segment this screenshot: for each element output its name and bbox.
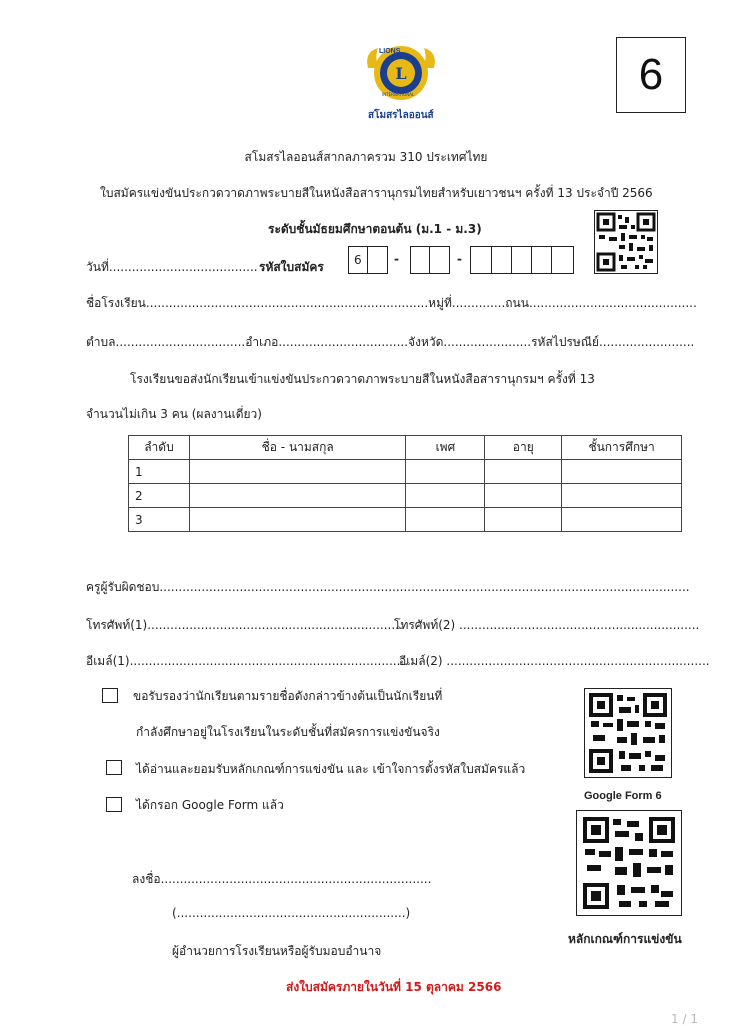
form-number-box: 6 bbox=[616, 37, 686, 113]
code-box-3[interactable] bbox=[470, 246, 574, 274]
code-dash-2: - bbox=[457, 252, 462, 266]
signature-field[interactable]: ลงชื่อ....................................................................... bbox=[132, 872, 432, 886]
certify-text-1: ขอรับรองว่านักเรียนตามรายชื่อดังกล่าวข้างต้นเป็นนักเรียนที่ bbox=[133, 689, 443, 703]
signature-title: ผู้อำนวยการโรงเรียนหรือผู้รับมอบอำนาจ bbox=[172, 944, 382, 958]
qr-code-top bbox=[594, 210, 658, 274]
age-cell[interactable] bbox=[485, 508, 562, 532]
code-box-2[interactable] bbox=[410, 246, 450, 274]
signature-name-field[interactable]: (............................................................) bbox=[172, 906, 411, 920]
lions-logo bbox=[362, 38, 440, 128]
row-number: 3 bbox=[129, 508, 190, 532]
email1-field[interactable]: อีเมล์(1)......................................................................... bbox=[86, 654, 409, 668]
date-field[interactable]: วันที่....................................... bbox=[86, 260, 258, 274]
rules-text: ได้อ่านและยอมรับหลักเกณฑ์การแข่งขัน และ เข้าใจการตั้งรหัสใบสมัครแล้ว bbox=[136, 762, 526, 776]
certify-text-2: กำลังศึกษาอยู่ในโรงเรียนในระดับชั้นที่สมัครการแข่งขันจริง bbox=[136, 725, 440, 739]
qr-code-icon bbox=[585, 689, 671, 777]
rules-checkbox[interactable] bbox=[106, 760, 122, 775]
header-name: ชื่อ - นามสกุล bbox=[189, 436, 406, 460]
logo-ring-text: INTERNATIONAL bbox=[382, 92, 415, 97]
name-cell[interactable] bbox=[189, 460, 406, 484]
code-label: รหัสใบสมัคร bbox=[259, 260, 324, 274]
google-form-text: ได้กรอก Google Form แล้ว bbox=[136, 798, 284, 812]
teacher-field[interactable]: ครูผู้รับผิดชอบ........................................................................................................................................... bbox=[86, 580, 690, 594]
code-dash-1: - bbox=[394, 252, 399, 266]
table-row bbox=[129, 484, 682, 508]
school-field[interactable]: ชื่อโรงเรียน..........................................................................หมู่ที่..............ถนน............................................ bbox=[86, 296, 697, 310]
contest-title: ใบสมัครแข่งขันประกวดวาดภาพระบายสีในหนังสือสารานุกรมไทยสำหรับเยาวชนฯ ครั้งที่ 13 ประจำปี 2566 bbox=[100, 186, 653, 200]
header-age: อายุ bbox=[485, 436, 562, 460]
table-row bbox=[129, 508, 682, 532]
header-order: ลำดับ bbox=[129, 436, 190, 460]
header-grade: ชั้นการศึกษา bbox=[562, 436, 682, 460]
grade-cell[interactable] bbox=[562, 484, 682, 508]
header-gender: เพศ bbox=[406, 436, 485, 460]
gender-cell[interactable] bbox=[406, 508, 485, 532]
logo-caption: สโมสรไลออนส์ bbox=[368, 110, 434, 121]
gender-cell[interactable] bbox=[406, 460, 485, 484]
google-form-checkbox[interactable] bbox=[106, 797, 122, 812]
grade-cell[interactable] bbox=[562, 460, 682, 484]
row-number: 1 bbox=[129, 460, 190, 484]
qr-google-form bbox=[584, 688, 672, 778]
age-cell[interactable] bbox=[485, 460, 562, 484]
grade-cell[interactable] bbox=[562, 508, 682, 532]
students-table bbox=[128, 435, 682, 532]
page-indicator: 1 / 1 bbox=[671, 1012, 698, 1026]
level-title: ระดับชั้นมัธยมศึกษาตอนต้น (ม.1 - ม.3) bbox=[268, 222, 482, 236]
table-row bbox=[129, 460, 682, 484]
phone1-field[interactable]: โทรศัพท์(1)................................................................... bbox=[86, 618, 403, 632]
intro-limit: จำนวนไม่เกิน 3 คน (ผลงานเดี่ยว) bbox=[86, 407, 262, 421]
row-number: 2 bbox=[129, 484, 190, 508]
qr-rules bbox=[576, 810, 682, 916]
age-cell[interactable] bbox=[485, 484, 562, 508]
code-first-digit: 6 bbox=[354, 253, 362, 267]
email2-field[interactable]: อีเมล์(2) ..................................................................... bbox=[399, 654, 710, 668]
name-cell[interactable] bbox=[189, 484, 406, 508]
intro-text: โรงเรียนขอส่งนักเรียนเข้าแข่งขันประกวดวาดภาพระบายสีในหนังสือสารานุกรมฯ ครั้งที่ 13 bbox=[130, 372, 595, 386]
svg-text:L: L bbox=[395, 64, 407, 83]
name-cell[interactable] bbox=[189, 508, 406, 532]
gender-cell[interactable] bbox=[406, 484, 485, 508]
code-box-1[interactable] bbox=[348, 246, 388, 274]
organization-title: สโมสรไลออนส์สากลภาครวม 310 ประเทศไทย bbox=[244, 150, 488, 164]
deadline-text: ส่งใบสมัครภายในวันที่ 15 ตุลาคม 2566 bbox=[286, 980, 502, 994]
qr-code-icon bbox=[577, 811, 681, 915]
phone2-field[interactable]: โทรศัพท์(2) ............................................................... bbox=[394, 618, 700, 632]
certify-checkbox[interactable] bbox=[102, 688, 118, 703]
rules-caption: หลักเกณฑ์การแข่งขัน bbox=[568, 932, 682, 946]
google-form-caption: Google Form 6 bbox=[584, 790, 662, 802]
logo-top-text: LIONS bbox=[379, 48, 401, 55]
qr-code-icon bbox=[595, 211, 657, 273]
address-field[interactable]: ตำบล..................................อำเภอ..................................จังหวัด.......................รหัสไปรษณีย์......................... bbox=[86, 335, 695, 349]
table-header-row bbox=[129, 436, 682, 460]
